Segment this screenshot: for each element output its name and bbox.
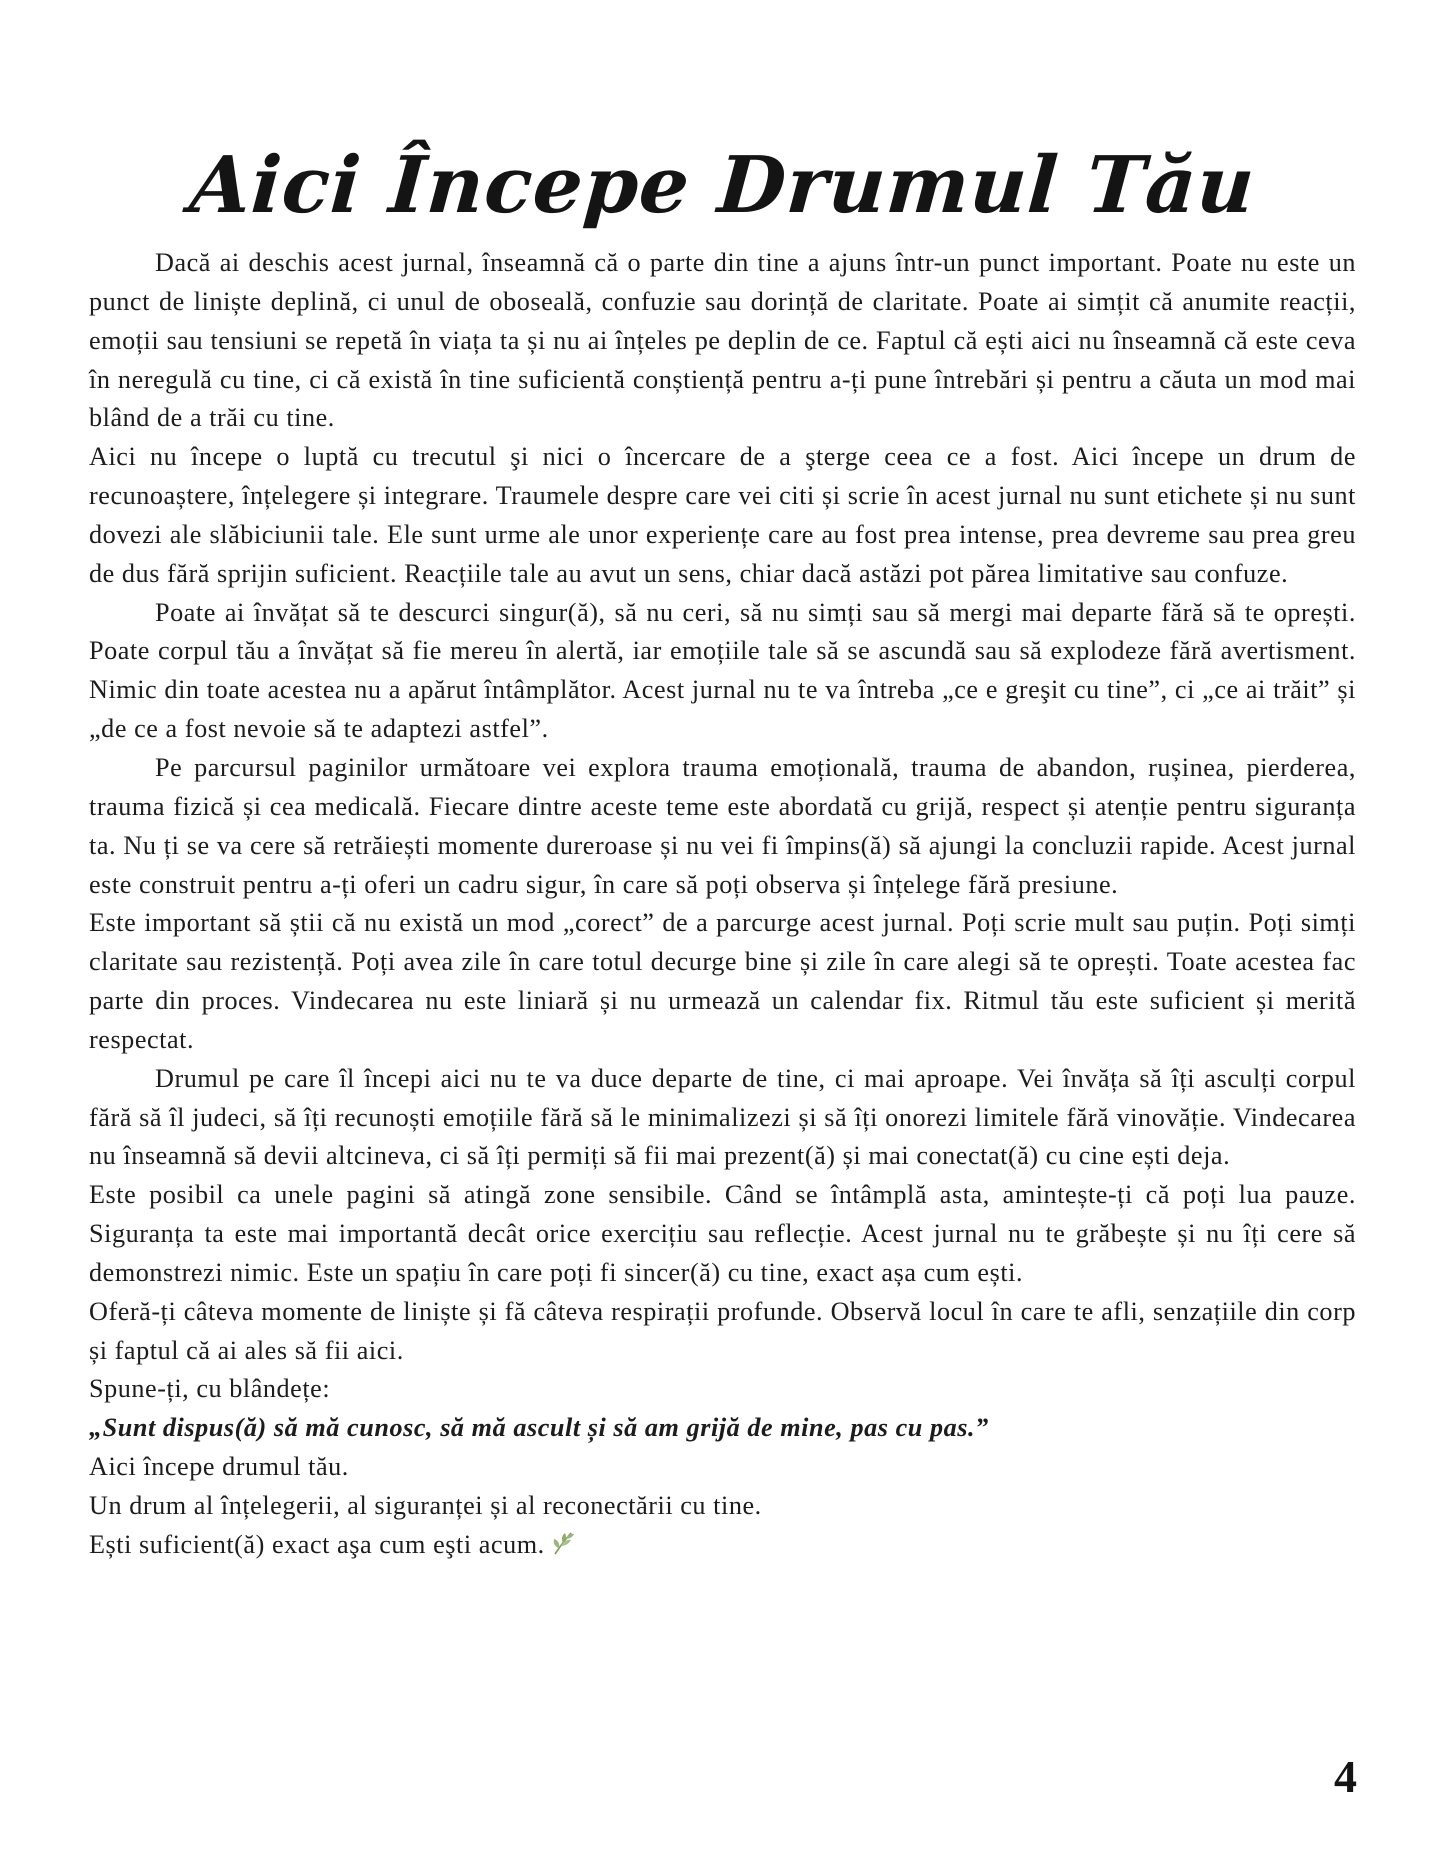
page-title: Aici Începe Drumul Tău <box>186 140 1259 232</box>
paragraph-breathing: Oferă-ți câteva momente de liniște și fă câteva respirații profunde. Observă locul în care te afli, senzațiile din corp și faptul că ai ales să fii aici. <box>89 1296 1356 1365</box>
paragraph-closer: Drumul pe care îl începi aici nu te va duce departe de tine, ci mai aproape. Vei învăța să îți asculți corpul fără să îl judeci, să îți recunoști emoțiile fără să le minimalizezi și să îți onorezi limitele fără vinovăție. Vindecarea nu înseamnă să devii altcineva, ci să îți permiți să fii mai prezent(ă) și mai conectat(ă) cu cine ești deja. <box>89 1063 1356 1171</box>
line-enough <box>89 1526 1356 1565</box>
paragraph-intro: Dacă ai deschis acest jurnal, înseamnă că o parte din tine a ajuns într-un punct important. Poate nu este un punct de liniște deplină, ci unul de oboseală, confuzie sau dorință de claritate. Poate ai simțit că anumite reacții, emoții sau tensiuni se repetă în viața ta și nu ai înțeles pe deplin de ce. Faptul că ești aici nu înseamnă că este ceva în neregulă cu tine, ci că există în tine suficientă conștiență pentru a-ți pune întrebări și pentru a căuta un mod mai blând de a trăi cu tine. <box>89 248 1356 433</box>
journal-body <box>89 244 1356 1565</box>
paragraph-say-gently: Spune-ți, cu blândețe: <box>89 1374 331 1404</box>
paragraph-sensitive-zones: Este posibil ca unele pagini să atingă zone sensibile. Când se întâmplă asta, amintește-ți că poți lua pauze. Siguranța ta este mai importantă decât orice exercițiu sau reflecție. Acest jurnal nu te grăbește și nu îți cere să demonstrezi nimic. Este un spațiu în care poți fi sincer(ă) cu tine, exact așa cum ești. <box>89 1180 1356 1287</box>
line-road-begins: Aici începe drumul tău. <box>89 1452 349 1482</box>
page-number: 4 <box>1334 1751 1357 1802</box>
paragraph-no-correct-way: Este important să știi că nu există un mod „corect” de a parcurge acest jurnal. Poți scrie mult sau puțin. Poți simți claritate sau rezistență. Poți avea zile în care totul decurge bine și zile în care alegi să te oprești. Toate acestea fac parte din proces. Vindecarea nu este liniară și nu urmează un calendar fix. Ritmul tău este suficient și merită respectat. <box>89 908 1356 1054</box>
paragraph-themes: Pe parcursul paginilor următoare vei explora trauma emoțională, trauma de abandon, rușinea, pierderea, trauma fizică și cea medicală. Fiecare dintre aceste teme este abordată cu grijă, respect și atenție pentru siguranța ta. Nu ți se va cere să retrăiești momente dureroase și nu vei fi împins(ă) să ajungi la concluzii rapide. Acest jurnal este construit pentru a-ți oferi un cadru sigur, în care să poți observa și înțelege fără presiune. <box>89 752 1356 899</box>
leaf-icon <box>549 1528 579 1558</box>
line-road-of-understanding: Un drum al înțelegerii, al siguranței și al reconectării cu tine. <box>89 1491 762 1520</box>
paragraph-adaptation: Poate ai învățat să te descurci singur(ă), să nu ceri, să nu simți sau să mergi mai departe fără să te oprești. Poate corpul tău a învățat să fie mereu în alertă, iar emoțiile tale să se ascundă sau să explodeze fără avertisment. Nimic din toate acestea nu a apărut întâmplător. Acest jurnal nu te va întreba „ce e greşit cu tine”, ci „ce ai trăit” și „de ce a fost nevoie să te adaptezi astfel”. <box>89 597 1356 744</box>
affirmation-quote: „Sunt dispus(ă) să mă cunosc, să mă ascult și să am grijă de mine, pas cu pas.” <box>89 1413 989 1443</box>
paragraph-no-fight: Aici nu începe o luptă cu trecutul şi nici o încercare de a şterge ceea ce a fost. Aici începe un drum de recunoaștere, înțelegere și integrare. Traumele despre care vei citi și scrie în acest jurnal nu sunt etichete și nu sunt dovezi ale slăbiciunii tale. Ele sunt urme ale unor experiențe care au fost prea intense, prea devreme sau prea greu de dus fără sprijin suficient. Reacțiile tale au avut un sens, chiar dacă astăzi pot părea limitative sau confuze. <box>89 442 1356 588</box>
line-enough-text: Ești suficient(ă) exact aşa cum eşti acum. <box>89 1529 545 1559</box>
